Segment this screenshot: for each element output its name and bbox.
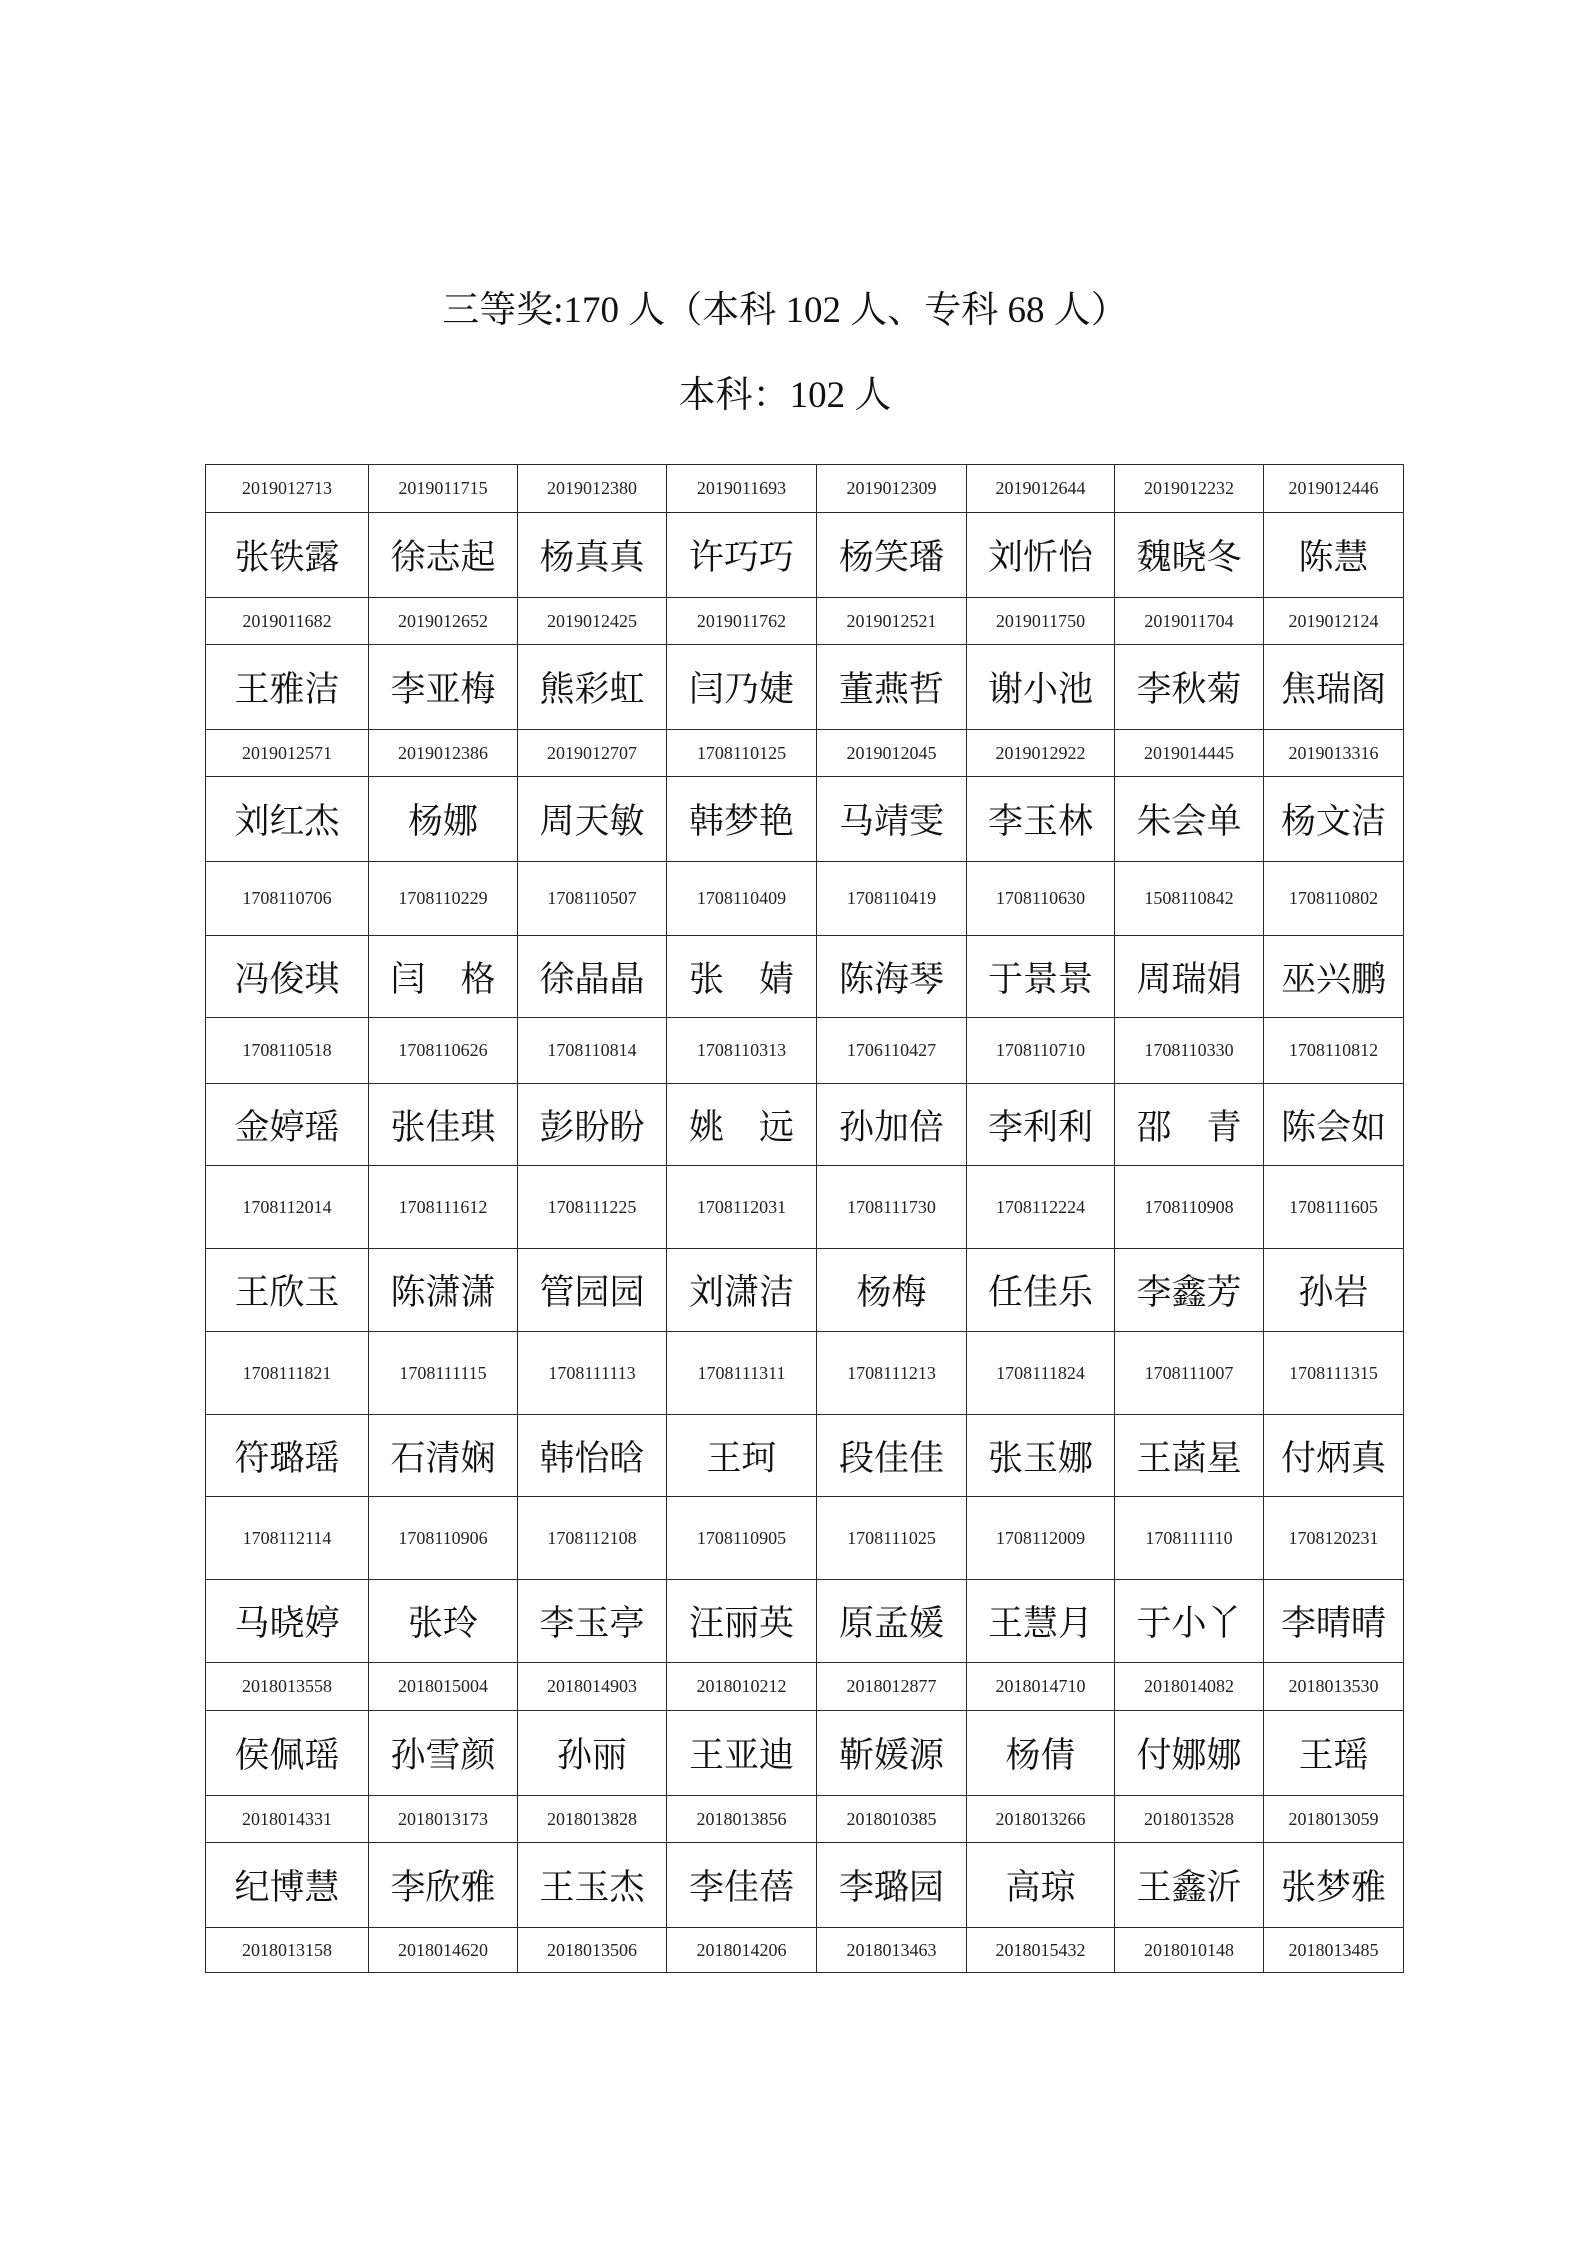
- student-name-cell: 杨文洁: [1264, 777, 1404, 862]
- student-id-cell: 2019012652: [369, 598, 518, 645]
- student-id-cell: 2018014710: [967, 1663, 1115, 1711]
- student-id-cell: 2018013558: [206, 1663, 369, 1711]
- student-id-cell: 1706110427: [817, 1018, 967, 1084]
- student-id-row: [206, 730, 1404, 777]
- student-name-cell: 于景景: [967, 936, 1115, 1018]
- student-id-cell: 1708112224: [967, 1166, 1115, 1249]
- student-id-cell: 2019012380: [518, 465, 667, 513]
- student-name-cell: 李鑫芳: [1115, 1249, 1264, 1332]
- student-name-cell: 杨梅: [817, 1249, 967, 1332]
- student-id-cell: 1708110802: [1264, 862, 1404, 936]
- student-id-cell: 2018014331: [206, 1796, 369, 1843]
- student-name-cell: 靳媛源: [817, 1711, 967, 1796]
- student-name-cell: 李晴晴: [1264, 1580, 1404, 1663]
- student-id-cell: 1708110125: [667, 730, 817, 777]
- student-id-cell: 1708110409: [667, 862, 817, 936]
- student-id-cell: 2019011693: [667, 465, 817, 513]
- student-id-cell: 2019012124: [1264, 598, 1404, 645]
- student-name-row: [206, 936, 1404, 1018]
- student-name-cell: 张玲: [369, 1580, 518, 1663]
- student-id-cell: 2018015004: [369, 1663, 518, 1711]
- student-name-cell: 陈慧: [1264, 513, 1404, 598]
- student-id-row: [206, 1796, 1404, 1843]
- student-name-cell: 杨倩: [967, 1711, 1115, 1796]
- student-name-cell: 张梦雅: [1264, 1843, 1404, 1928]
- student-id-cell: 1708111605: [1264, 1166, 1404, 1249]
- student-name-cell: 巫兴鹏: [1264, 936, 1404, 1018]
- student-id-cell: 2018013059: [1264, 1796, 1404, 1843]
- student-id-cell: 2019012232: [1115, 465, 1264, 513]
- student-id-cell: 1708110908: [1115, 1166, 1264, 1249]
- student-id-cell: 2019012446: [1264, 465, 1404, 513]
- student-name-cell: 刘潇洁: [667, 1249, 817, 1332]
- student-name-cell: 王瑶: [1264, 1711, 1404, 1796]
- student-id-cell: 1708112108: [518, 1497, 667, 1580]
- student-id-cell: 2019011750: [967, 598, 1115, 645]
- student-name-cell: 马晓婷: [206, 1580, 369, 1663]
- student-id-cell: 2019012571: [206, 730, 369, 777]
- student-id-cell: 1708112014: [206, 1166, 369, 1249]
- student-id-cell: 1708111115: [369, 1332, 518, 1415]
- student-name-cell: 刘红杰: [206, 777, 369, 862]
- student-name-cell: 魏晓冬: [1115, 513, 1264, 598]
- student-id-cell: 2019012309: [817, 465, 967, 513]
- student-name-cell: 高琼: [967, 1843, 1115, 1928]
- student-id-cell: 2019012707: [518, 730, 667, 777]
- student-id-cell: 1708110630: [967, 862, 1115, 936]
- student-name-cell: 李玉林: [967, 777, 1115, 862]
- student-name-cell: 原孟媛: [817, 1580, 967, 1663]
- student-name-cell: 侯佩瑶: [206, 1711, 369, 1796]
- student-name-cell: 李璐园: [817, 1843, 967, 1928]
- student-id-cell: 1708110330: [1115, 1018, 1264, 1084]
- student-name-cell: 孙加倍: [817, 1084, 967, 1166]
- student-id-cell: 1708110507: [518, 862, 667, 936]
- student-id-cell: 2019011715: [369, 465, 518, 513]
- student-name-cell: 邵 青: [1115, 1084, 1264, 1166]
- student-name-cell: 王雅洁: [206, 645, 369, 730]
- student-id-cell: 2019012045: [817, 730, 967, 777]
- student-name-cell: 焦瑞阁: [1264, 645, 1404, 730]
- student-id-cell: 2019012425: [518, 598, 667, 645]
- student-name-cell: 王玉杰: [518, 1843, 667, 1928]
- student-name-row: [206, 645, 1404, 730]
- student-id-cell: 1708110814: [518, 1018, 667, 1084]
- student-id-cell: 1708111824: [967, 1332, 1115, 1415]
- student-id-cell: 2018013506: [518, 1928, 667, 1973]
- student-name-cell: 杨真真: [518, 513, 667, 598]
- student-id-cell: 2019012713: [206, 465, 369, 513]
- student-name-row: [206, 1084, 1404, 1166]
- student-name-cell: 陈潇潇: [369, 1249, 518, 1332]
- student-id-cell: 2018013173: [369, 1796, 518, 1843]
- student-id-cell: 1708111225: [518, 1166, 667, 1249]
- student-name-cell: 朱会单: [1115, 777, 1264, 862]
- student-id-cell: 2018013856: [667, 1796, 817, 1843]
- student-name-cell: 冯俊琪: [206, 936, 369, 1018]
- student-name-cell: 王慧月: [967, 1580, 1115, 1663]
- student-name-cell: 任佳乐: [967, 1249, 1115, 1332]
- student-name-cell: 孙丽: [518, 1711, 667, 1796]
- student-id-row: [206, 1332, 1404, 1415]
- student-id-cell: 2018013828: [518, 1796, 667, 1843]
- student-name-cell: 谢小池: [967, 645, 1115, 730]
- student-id-cell: 2018012877: [817, 1663, 967, 1711]
- award-table: [205, 464, 1404, 1973]
- student-id-cell: 1708111821: [206, 1332, 369, 1415]
- student-name-cell: 王欣玉: [206, 1249, 369, 1332]
- student-id-cell: 2019013316: [1264, 730, 1404, 777]
- student-name-row: [206, 1711, 1404, 1796]
- student-name-cell: 韩梦艳: [667, 777, 817, 862]
- student-id-cell: 2019012922: [967, 730, 1115, 777]
- student-id-cell: 2019011704: [1115, 598, 1264, 645]
- student-name-row: [206, 1249, 1404, 1332]
- student-id-cell: 2019011762: [667, 598, 817, 645]
- student-id-cell: 1708110906: [369, 1497, 518, 1580]
- student-id-cell: 2018013158: [206, 1928, 369, 1973]
- student-name-cell: 张 婧: [667, 936, 817, 1018]
- student-name-cell: 汪丽英: [667, 1580, 817, 1663]
- award-table-body: [206, 465, 1404, 1973]
- student-name-cell: 陈会如: [1264, 1084, 1404, 1166]
- award-title: 三等奖:170 人（本科 102 人、专科 68 人）: [442, 290, 1128, 331]
- student-id-row: [206, 1663, 1404, 1711]
- student-id-cell: 1708110626: [369, 1018, 518, 1084]
- student-id-cell: 1708111612: [369, 1166, 518, 1249]
- student-id-cell: 1708110706: [206, 862, 369, 936]
- student-name-row: [206, 1843, 1404, 1928]
- student-name-cell: 张玉娜: [967, 1415, 1115, 1497]
- student-id-row: [206, 1018, 1404, 1084]
- student-id-row: [206, 1497, 1404, 1580]
- student-id-cell: 2018010212: [667, 1663, 817, 1711]
- student-name-cell: 金婷瑶: [206, 1084, 369, 1166]
- student-id-cell: 1708120231: [1264, 1497, 1404, 1580]
- student-name-cell: 李玉亭: [518, 1580, 667, 1663]
- student-name-row: [206, 1580, 1404, 1663]
- student-name-cell: 徐志起: [369, 513, 518, 598]
- student-id-cell: 1708110905: [667, 1497, 817, 1580]
- student-id-row: [206, 598, 1404, 645]
- student-id-cell: 2018014620: [369, 1928, 518, 1973]
- student-id-cell: 2019014445: [1115, 730, 1264, 777]
- student-id-cell: 2018014082: [1115, 1663, 1264, 1711]
- student-id-cell: 2019012521: [817, 598, 967, 645]
- student-id-cell: 1708111025: [817, 1497, 967, 1580]
- student-name-row: [206, 513, 1404, 598]
- student-id-cell: 1708111730: [817, 1166, 967, 1249]
- student-name-cell: 韩怡晗: [518, 1415, 667, 1497]
- student-id-cell: 1708110812: [1264, 1018, 1404, 1084]
- student-name-cell: 李利利: [967, 1084, 1115, 1166]
- student-id-cell: 1708110229: [369, 862, 518, 936]
- student-id-cell: 1708111007: [1115, 1332, 1264, 1415]
- student-id-cell: 2018010148: [1115, 1928, 1264, 1973]
- student-id-cell: 2018013266: [967, 1796, 1115, 1843]
- student-id-cell: 2019011682: [206, 598, 369, 645]
- student-id-cell: 1708112114: [206, 1497, 369, 1580]
- student-name-cell: 姚 远: [667, 1084, 817, 1166]
- student-name-row: [206, 777, 1404, 862]
- student-name-cell: 徐晶晶: [518, 936, 667, 1018]
- student-name-cell: 王菡星: [1115, 1415, 1264, 1497]
- student-id-cell: 1708111311: [667, 1332, 817, 1415]
- student-name-cell: 管园园: [518, 1249, 667, 1332]
- student-name-cell: 王亚迪: [667, 1711, 817, 1796]
- student-name-cell: 李秋菊: [1115, 645, 1264, 730]
- section-subtitle: 本科：102 人: [678, 375, 892, 416]
- student-id-cell: 1708111315: [1264, 1332, 1404, 1415]
- student-name-cell: 马靖雯: [817, 777, 967, 862]
- student-id-cell: 1708110710: [967, 1018, 1115, 1084]
- student-name-cell: 李亚梅: [369, 645, 518, 730]
- student-id-cell: 2018010385: [817, 1796, 967, 1843]
- student-name-cell: 周天敏: [518, 777, 667, 862]
- student-id-cell: 1708111213: [817, 1332, 967, 1415]
- student-id-row: [206, 862, 1404, 936]
- student-name-cell: 彭盼盼: [518, 1084, 667, 1166]
- student-id-cell: 2018015432: [967, 1928, 1115, 1973]
- student-id-cell: 2019012644: [967, 465, 1115, 513]
- student-name-cell: 李佳蓓: [667, 1843, 817, 1928]
- student-id-cell: 1708111110: [1115, 1497, 1264, 1580]
- student-name-cell: 付娜娜: [1115, 1711, 1264, 1796]
- student-id-cell: 2018014903: [518, 1663, 667, 1711]
- student-name-cell: 段佳佳: [817, 1415, 967, 1497]
- student-id-row: [206, 465, 1404, 513]
- student-id-cell: 1708110313: [667, 1018, 817, 1084]
- student-name-cell: 纪博慧: [206, 1843, 369, 1928]
- student-name-cell: 符璐瑶: [206, 1415, 369, 1497]
- student-name-cell: 李欣雅: [369, 1843, 518, 1928]
- student-id-cell: 2018013530: [1264, 1663, 1404, 1711]
- student-name-row: [206, 1415, 1404, 1497]
- student-id-cell: 2018013528: [1115, 1796, 1264, 1843]
- student-name-cell: 刘忻怡: [967, 513, 1115, 598]
- student-id-cell: 1708110518: [206, 1018, 369, 1084]
- student-name-cell: 陈海琴: [817, 936, 967, 1018]
- student-name-cell: 石清娴: [369, 1415, 518, 1497]
- student-name-cell: 许巧巧: [667, 513, 817, 598]
- student-name-cell: 董燕哲: [817, 645, 967, 730]
- student-name-cell: 王鑫沂: [1115, 1843, 1264, 1928]
- student-name-cell: 周瑞娟: [1115, 936, 1264, 1018]
- student-name-cell: 付炳真: [1264, 1415, 1404, 1497]
- student-id-cell: 1508110842: [1115, 862, 1264, 936]
- student-name-cell: 于小丫: [1115, 1580, 1264, 1663]
- student-id-row: [206, 1166, 1404, 1249]
- student-name-cell: 孙雪颜: [369, 1711, 518, 1796]
- student-id-row: [206, 1928, 1404, 1973]
- student-name-cell: 王珂: [667, 1415, 817, 1497]
- student-id-cell: 1708111113: [518, 1332, 667, 1415]
- student-id-cell: 2019012386: [369, 730, 518, 777]
- student-id-cell: 1708112009: [967, 1497, 1115, 1580]
- student-name-cell: 孙岩: [1264, 1249, 1404, 1332]
- student-name-cell: 闫 格: [369, 936, 518, 1018]
- student-id-cell: 1708112031: [667, 1166, 817, 1249]
- student-id-cell: 2018013485: [1264, 1928, 1404, 1973]
- student-name-cell: 杨娜: [369, 777, 518, 862]
- student-id-cell: 2018014206: [667, 1928, 817, 1973]
- student-name-cell: 张铁露: [206, 513, 369, 598]
- student-name-cell: 闫乃婕: [667, 645, 817, 730]
- student-id-cell: 2018013463: [817, 1928, 967, 1973]
- student-name-cell: 杨笑璠: [817, 513, 967, 598]
- student-id-cell: 1708110419: [817, 862, 967, 936]
- student-name-cell: 熊彩虹: [518, 645, 667, 730]
- student-name-cell: 张佳琪: [369, 1084, 518, 1166]
